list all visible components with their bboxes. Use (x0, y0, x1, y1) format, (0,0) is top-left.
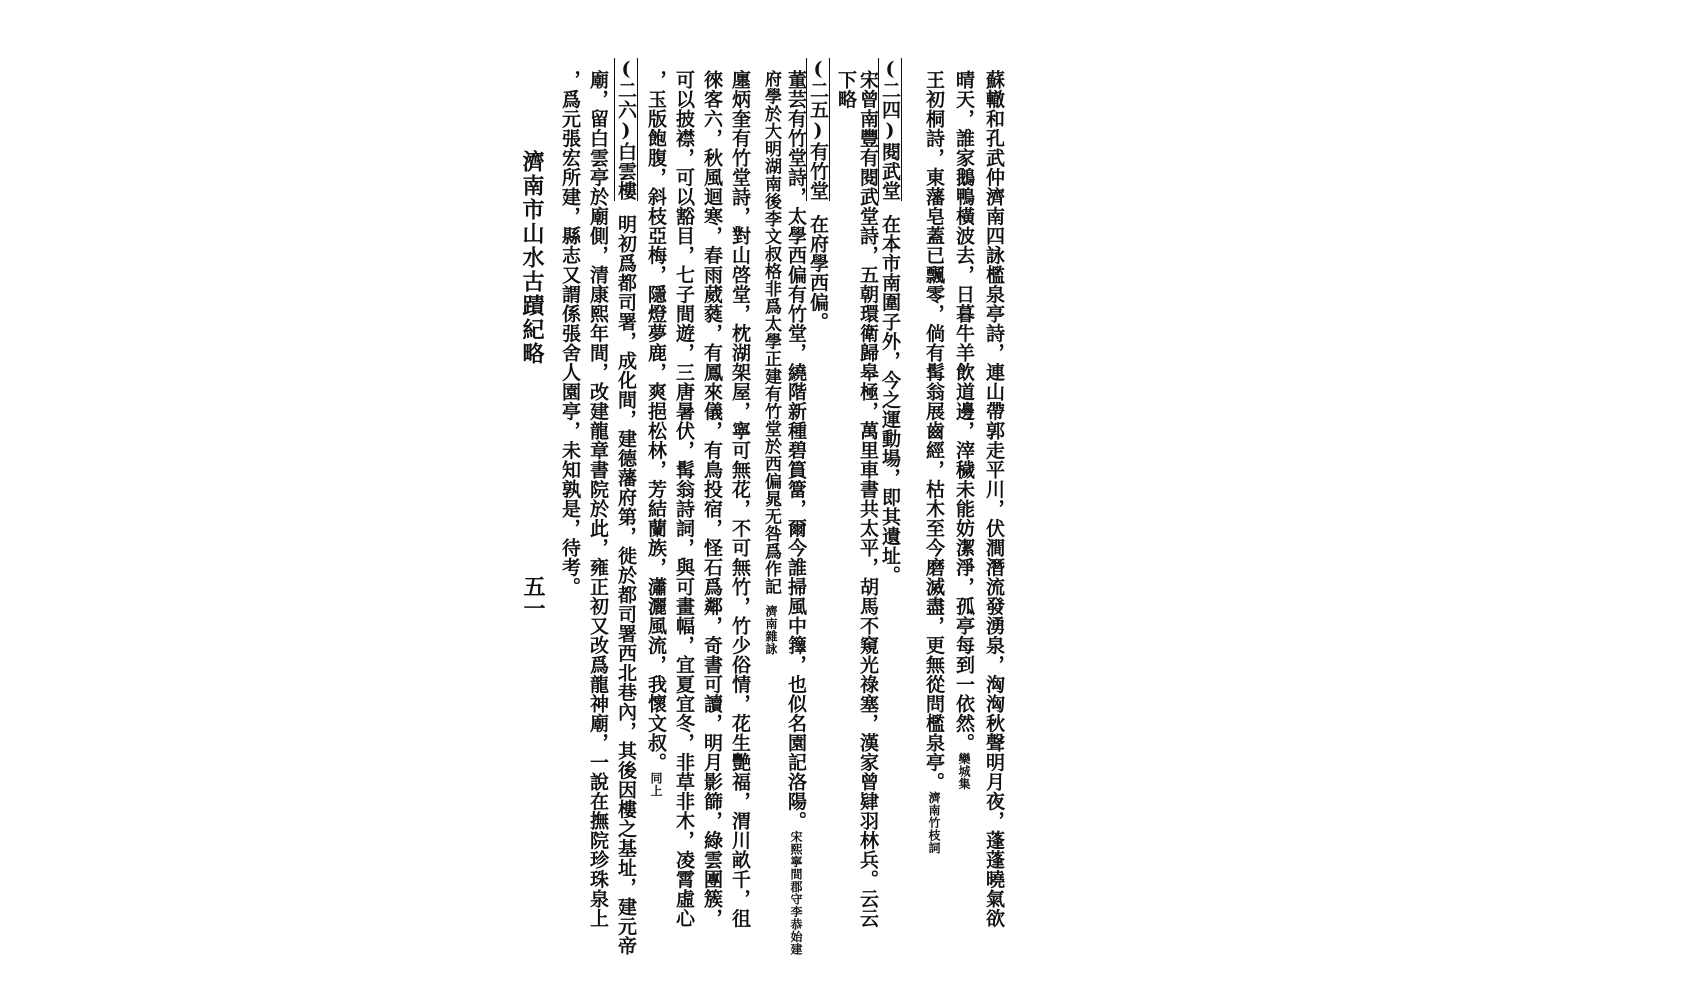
text-column-13 (646, 70, 665, 797)
column-text: 宋曾南豐有閱武堂詩，五朝環衛歸皋極，萬里車書共太平，胡馬不窺光祿塞，漢家曾肄羽林兵。云云 (857, 70, 879, 928)
column-text: 蘇轍和孔武仲濟南四詠檻泉亭詩，連山帶郭走平川，伏澗潛流發湧泉，洶洶秋聲明月夜，蓬蓬曉氣欲 (983, 70, 1005, 928)
section-heading: (二四)閱武堂 (879, 58, 901, 201)
column-text: 廛炳奎有竹堂詩，對山啓堂，枕湖架屋，寧可無花，不可無竹，竹少俗情，花生艷福，渭川畝千，徂 (729, 70, 751, 928)
source-note: 欒城集 (957, 752, 971, 790)
text-column-2 (954, 70, 973, 790)
source-note: 濟南竹枝詞 (927, 791, 941, 854)
text-column-9 (762, 70, 779, 655)
source-note: 宋熙寧間郡守李恭始建 (789, 830, 803, 956)
source-note: 同上 (649, 772, 663, 797)
source-note: 濟南雜詠 (764, 605, 778, 655)
column-text: 下略 (835, 70, 857, 109)
column-text: 在府學西偏。 (807, 214, 829, 332)
page-number: 五一 (520, 575, 546, 619)
text-column-15 (588, 70, 607, 928)
text-column-6 (836, 70, 855, 109)
text-column-11 (702, 70, 721, 928)
column-text: ，玉版飽腹，斜枝亞梅，隱燈夢鹿，爽挹松林，芳結蘭族，瀟灑風流，我懷文叔。 (645, 70, 667, 772)
column-text: 府學於大明湖南後李文叔格非爲太學正建有竹堂於西偏晁无咎爲作記 (761, 70, 781, 595)
column-text: ，爲元張宏所建，縣志又謂係張舍人園亭，未知孰是，待考。 (559, 70, 581, 597)
text-column-16 (560, 70, 579, 597)
section-heading: (二六)白雲樓 (615, 58, 637, 201)
column-text: 晴天，誰家鵝鴨橫波去，日暮牛羊飲道邊，滓穢未能妨潔淨，孤亭每到一依然。 (953, 70, 975, 753)
text-column-12 (674, 70, 693, 928)
column-text: 明初爲都司署，成化間，建德藩府第，徙於都司署西北巷內，其後因樓之基址，建元帝 (615, 214, 637, 956)
text-column-3 (924, 70, 943, 854)
column-text: 王初桐詩，東藩皂蓋已飄零，倘有髯翁展齒經，枯木至今磨滅盡，更無從問檻泉亭。 (923, 70, 945, 792)
column-text: 可以披襟，可以豁目，七子間遊，三唐暑伏，髯翁詩詞，與可畫幅，宜夏宜冬，非草非木，凌霄虛心 (673, 70, 695, 928)
text-column-1 (984, 70, 1003, 928)
column-text: 董芸有竹堂詩，太學西偏有竹堂，繞階新種碧篔簹，爾今誰掃風中籜，也似名園記洛陽。 (785, 70, 807, 831)
column-text: 在本市南圍子外，今之運動場，即其遺址。 (879, 214, 901, 585)
column-text: 廟，留白雲亭於廟側，清康熙年間，改建龍章書院於此，雍正初又改爲龍神廟，一說在撫院珍珠泉上 (587, 70, 609, 928)
book-title-header: 濟南市山水古蹟紀略 (519, 150, 545, 366)
column-text: 徠客六，秋風迴寒，春雨葳蕤，有鳳來儀，有鳥投宿，怪石爲鄰，奇書可讀，明月影篩，綠雲團簇， (701, 70, 723, 928)
text-column-5 (858, 70, 877, 928)
section-26-column (616, 58, 635, 956)
text-column-8 (786, 70, 805, 956)
section-heading: (二五)有竹堂 (807, 58, 829, 201)
text-column-10 (730, 70, 749, 928)
section-25-column (808, 58, 827, 332)
section-24-column (880, 58, 899, 585)
